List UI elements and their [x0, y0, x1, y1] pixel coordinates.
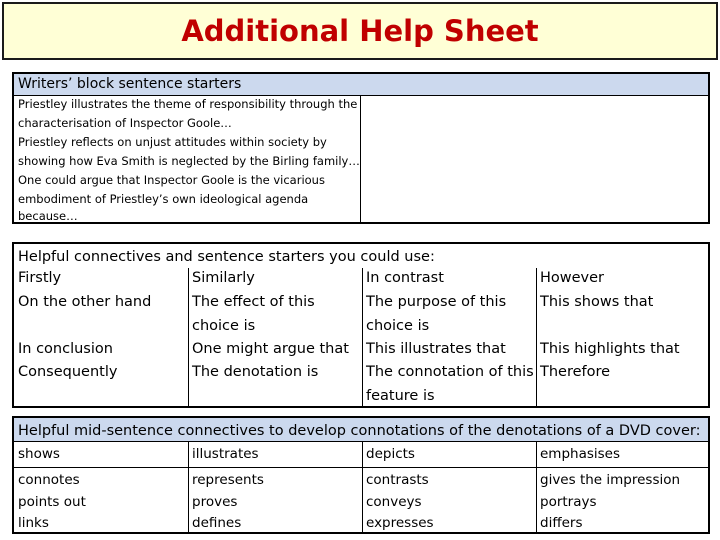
starter-line: One could argue that Inspector Goole is the vicarious	[18, 173, 325, 187]
connective-cell: This illustrates that	[366, 341, 506, 357]
mid-connective-cell: gives the impression	[540, 472, 681, 488]
connective-cell: This shows that	[540, 294, 654, 310]
starter-line: showing how Eva Smith is neglected by the Birling family…	[18, 154, 360, 168]
connective-cell: However	[540, 270, 605, 286]
connective-cell: choice is	[366, 318, 430, 334]
col-divider	[188, 442, 189, 532]
col-divider	[536, 268, 537, 406]
col-divider	[362, 268, 363, 406]
col-divider	[536, 442, 537, 532]
mid-connective-cell: contrasts	[366, 472, 429, 488]
connective-cell: The denotation is	[192, 364, 319, 380]
connectives-box	[12, 242, 710, 408]
mid-connective-cell: defines	[192, 515, 242, 531]
connective-cell: The connotation of this	[366, 364, 534, 380]
starter-line: Priestley illustrates the theme of responsibility through the	[18, 97, 358, 111]
connective-cell: On the other hand	[18, 294, 152, 310]
connective-cell: The purpose of this	[366, 294, 507, 310]
starter-line: Priestley reflects on unjust attitudes within society by	[18, 135, 327, 149]
mid-connective-cell: represents	[192, 472, 264, 488]
writers-block-box	[12, 72, 710, 224]
mid-connective-cell: links	[18, 515, 49, 531]
mid-connective-cell: illustrates	[192, 446, 259, 462]
connective-cell: The effect of this	[192, 294, 315, 310]
title-banner	[2, 2, 718, 60]
connectives-header: Helpful connectives and sentence starters you could use:	[14, 244, 708, 268]
mid-sentence-box	[12, 416, 710, 534]
mid-connective-cell: portrays	[540, 494, 597, 510]
mid-connective-cell: connotes	[18, 472, 80, 488]
page-title: Additional Help Sheet	[181, 14, 539, 48]
mid-connective-cell: points out	[18, 494, 86, 510]
connective-cell: In contrast	[366, 270, 444, 286]
connective-cell: In conclusion	[18, 341, 113, 357]
mid-connective-cell: conveys	[366, 494, 422, 510]
col-divider	[362, 442, 363, 532]
row-divider	[14, 467, 708, 468]
connective-cell: Similarly	[192, 270, 255, 286]
starter-line: characterisation of Inspector Goole…	[18, 116, 232, 130]
connective-cell: Therefore	[540, 364, 611, 380]
mid-connective-cell: differs	[540, 515, 583, 531]
writers-block-header: Writers’ block sentence starters	[14, 74, 708, 96]
mid-connective-cell: depicts	[366, 446, 415, 462]
mid-connective-cell: expresses	[366, 515, 434, 531]
connective-cell: One might argue that	[192, 341, 349, 357]
writers-block-divider	[360, 95, 361, 222]
col-divider	[188, 268, 189, 406]
mid-connective-cell: proves	[192, 494, 238, 510]
mid-connective-cell: shows	[18, 446, 60, 462]
starter-line: embodiment of Priestley’s own ideological agenda	[18, 192, 309, 206]
mid-connective-cell: emphasises	[540, 446, 621, 462]
starter-line: because…	[18, 209, 78, 223]
connective-cell: This highlights that	[540, 341, 680, 357]
connective-cell: feature is	[366, 388, 435, 404]
connective-cell: choice is	[192, 318, 256, 334]
mid-sentence-header: Helpful mid-sentence connectives to develop connotations of the denotations of a DVD cover:	[14, 418, 708, 442]
connective-cell: Firstly	[18, 270, 62, 286]
connective-cell: Consequently	[18, 364, 118, 380]
